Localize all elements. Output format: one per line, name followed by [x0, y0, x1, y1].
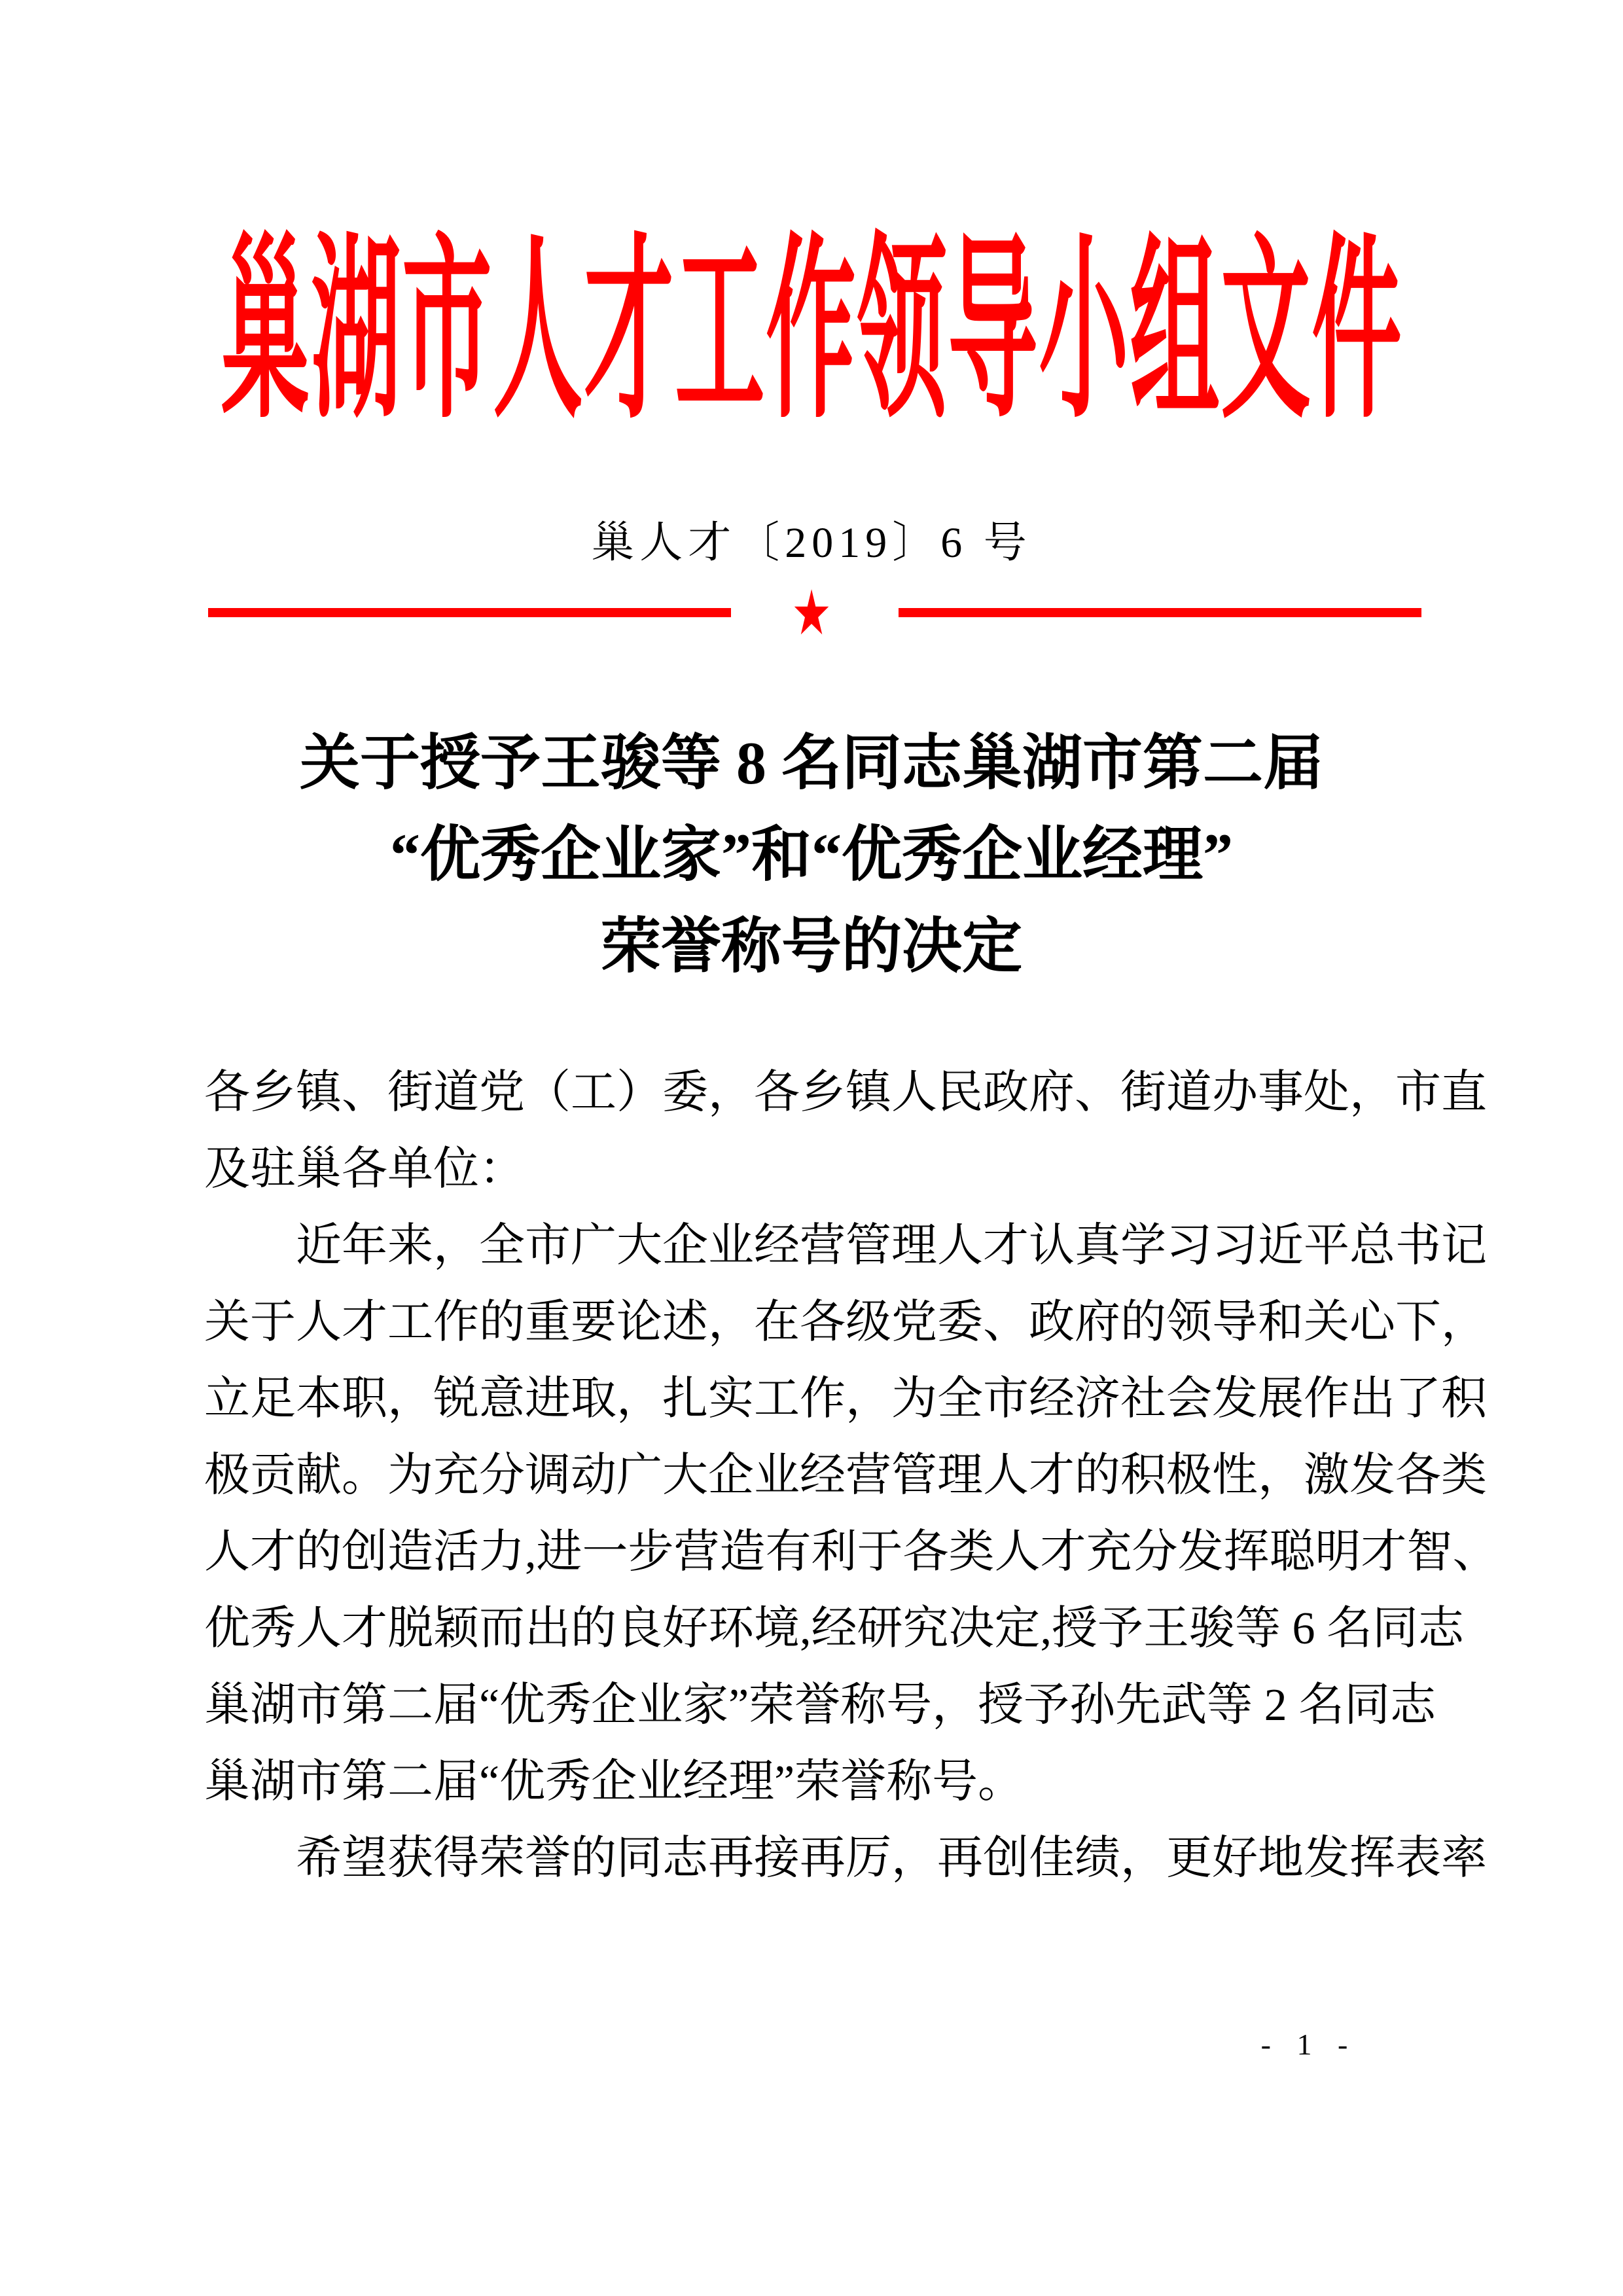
body-line: 关于人才工作的重要论述，在各级党委、政府的领导和关心下， — [204, 1297, 1487, 1348]
document-body — [204, 1054, 1499, 1897]
body-line: 希望获得荣誉的同志再接再厉，再创佳绩，更好地发挥表率 — [296, 1833, 1487, 1884]
body-line: 近年来，全市广大企业经营管理人才认真学习习近平总书记 — [296, 1221, 1487, 1271]
body-line: 巢湖市第二届“优秀企业经理”荣誉称号。 — [204, 1757, 1024, 1807]
document-title-line-3: 荣誉称号的决定 — [600, 913, 1022, 980]
body-line: 巢湖市第二届“优秀企业家”荣誉称号，授予孙先武等 2 名同志 — [204, 1680, 1436, 1731]
document-title — [0, 717, 1623, 992]
red-star-icon: ★ — [791, 577, 832, 649]
page-number: - 1 - — [1260, 2028, 1357, 2061]
document-title-line-2: “优秀企业家”和“优秀企业经理” — [389, 821, 1233, 888]
body-line: 及驻巢各单位： — [204, 1144, 525, 1194]
body-line: 人才的创造活力,进一步营造有利于各类人才充分发挥聪明才智、 — [204, 1527, 1499, 1577]
body-line: 立足本职，锐意进取，扎实工作，为全市经济社会发展作出了积 — [204, 1374, 1487, 1424]
body-line: 各乡镇、街道党（工）委，各乡镇人民政府、街道办事处，市直 — [204, 1067, 1487, 1118]
body-line: 优秀人才脱颖而出的良好环境,经研究决定,授予王骏等 6 名同志 — [204, 1604, 1464, 1654]
document-title-line-1: 关于授予王骏等 8 名同志巢湖市第二届 — [299, 730, 1323, 797]
body-line: 极贡献。为充分调动广大企业经营管理人才的积极性，激发各类 — [204, 1450, 1487, 1501]
masthead-title: 巢湖市人才工作领导小组文件 — [220, 223, 1403, 442]
document-number: 巢人才〔2019〕6 号 — [591, 519, 1032, 567]
separator-line-right — [899, 608, 1421, 617]
separator-line-left — [208, 608, 731, 617]
